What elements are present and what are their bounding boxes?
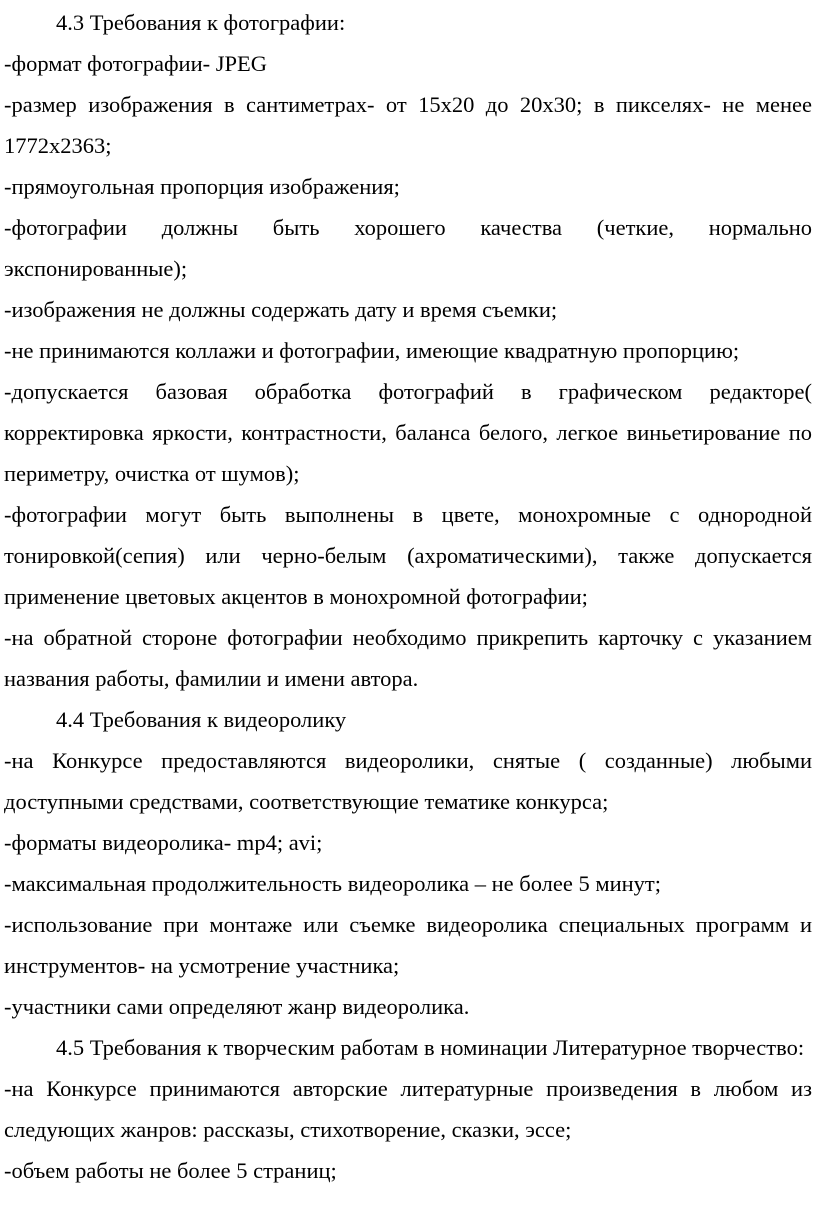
photo-color-item: -фотографии могут быть выполнены в цвете, монохромные с однородной тонировкой(сепия) или черно-белым (ахроматическими), также допускается применение цветовых акцентов в монохромной фотографии; xyxy=(4,502,812,609)
photo-editing-item: -допускается базовая обработка фотографий в графическом редакторе( корректировка яркости, контрастности, баланса белого, легкое виньетирование по периметру, очистка от шумов); xyxy=(4,379,812,486)
photo-proportion-item: -прямоугольная пропорция изображения; xyxy=(4,174,400,199)
section-heading-literature: 4.5 Требования к творческим работам в номинации Литературное творчество: xyxy=(56,1035,805,1060)
video-genre-item: -участники сами определяют жанр видеоролика. xyxy=(4,994,470,1019)
photo-size-item: -размер изображения в сантиметрах- от 15х20 до 20х30; в пикселях- не менее 1772х2363; xyxy=(4,92,812,158)
literature-genres-item: -на Конкурсе принимаются авторские литературные произведения в любом из следующих жанров: рассказы, стихотворение, сказки, эссе; xyxy=(4,1076,812,1142)
photo-no-collage-item: -не принимаются коллажи и фотографии, имеющие квадратную пропорцию; xyxy=(4,338,740,363)
video-submission-item: -на Конкурсе предоставляются видеоролики, снятые ( созданные) любыми доступными средствами, соответствующие тематике конкурса; xyxy=(4,748,812,814)
video-duration-item: -максимальная продолжительность видеоролика – не более 5 минут; xyxy=(4,871,662,896)
literature-volume-item: -объем работы не более 5 страниц; xyxy=(4,1158,337,1183)
section-heading-photo: 4.3 Требования к фотографии: xyxy=(56,10,346,35)
photo-format-item: -формат фотографии- JPEG xyxy=(4,51,268,76)
video-format-item: -форматы видеоролика- mp4; avi; xyxy=(4,830,323,855)
photo-quality-item: -фотографии должны быть хорошего качества (четкие, нормально экспонированные); xyxy=(4,215,812,281)
photo-no-date-item: -изображения не должны содержать дату и время съемки; xyxy=(4,297,558,322)
photo-card-item: -на обратной стороне фотографии необходимо прикрепить карточку с указанием названия работы, фамилии и имени автора. xyxy=(4,625,812,691)
section-heading-video: 4.4 Требования к видеоролику xyxy=(56,707,347,732)
video-tools-item: -использование при монтаже или съемке видеоролика специальных программ и инструментов- на усмотрение участника; xyxy=(4,912,812,978)
